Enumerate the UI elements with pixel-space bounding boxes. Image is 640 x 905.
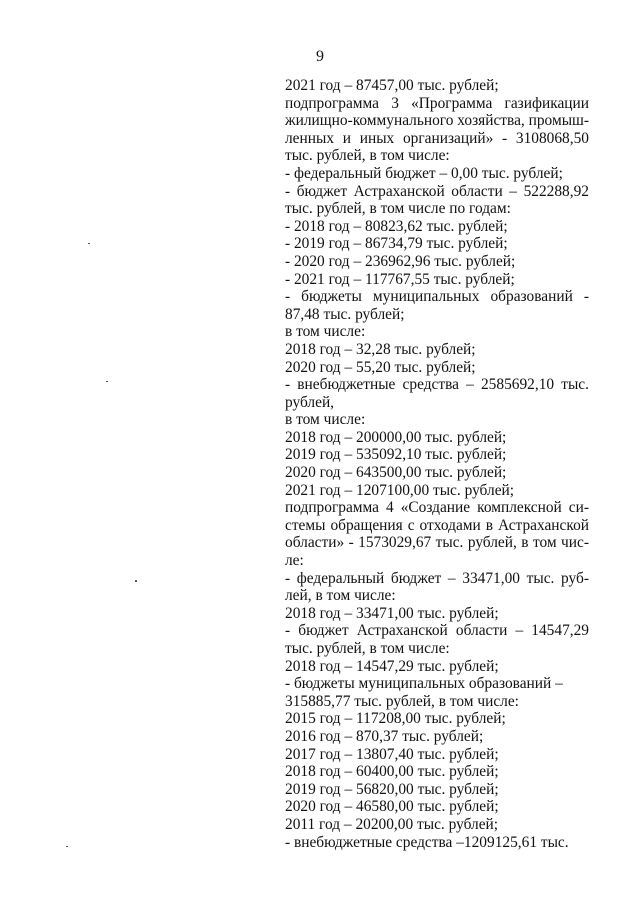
text-line: - внебюджетные средства – 2585692,10 тыс. xyxy=(285,376,589,394)
text-line: подпрограмма 3 «Программа газификации xyxy=(285,94,589,112)
text-line: области» - 1573029,67 тыс. рублей, в том чис- xyxy=(285,534,589,552)
text-line: - 2019 год – 86734,79 тыс. рублей; xyxy=(285,235,508,253)
text-line: 2019 год – 535092,10 тыс. рублей; xyxy=(285,446,507,464)
text-line: 2018 год – 33471,00 тыс. рублей; xyxy=(285,604,499,622)
text-line: 2018 год – 14547,29 тыс. рублей; xyxy=(285,657,499,675)
text-line: 2021 год – 1207100,00 тыс. рублей; xyxy=(285,481,515,499)
text-line: жилищно-коммунального хозяйства, промыш- xyxy=(285,112,589,130)
text-line: в том числе: xyxy=(285,323,366,341)
text-line: 315885,77 тыс. рублей, в том числе: xyxy=(285,692,519,710)
text-line: 2018 год – 60400,00 тыс. рублей; xyxy=(285,763,499,781)
text-line: ле: xyxy=(285,552,304,570)
text-line: 2011 год – 20200,00 тыс. рублей; xyxy=(285,815,499,833)
text-line: - 2021 год – 117767,55 тыс. рублей; xyxy=(285,270,515,288)
text-line: стемы обращения с отходами в Астраханской xyxy=(285,516,589,534)
text-line: 2016 год – 870,37 тыс. рублей; xyxy=(285,727,484,745)
page-number: 9 xyxy=(316,48,324,65)
text-line: рублей, xyxy=(285,393,335,411)
text-line: - бюджет Астраханской области – 14547,29 xyxy=(285,622,589,640)
text-line: - федеральный бюджет – 33471,00 тыс. руб- xyxy=(285,569,589,587)
text-line: подпрограмма 4 «Создание комплексной си- xyxy=(285,499,589,517)
text-line: ленных и иных организаций» - 3108068,50 xyxy=(285,129,589,147)
text-line: 87,48 тыс. рублей; xyxy=(285,305,405,323)
text-line: 2018 год – 32,28 тыс. рублей; xyxy=(285,340,476,358)
text-line: 2020 год – 55,20 тыс. рублей; xyxy=(285,358,476,376)
text-line: - бюджеты муниципальных образований – xyxy=(285,675,563,693)
text-line: лей, в том числе: xyxy=(285,587,396,605)
text-line: 2015 год – 117208,00 тыс. рублей; xyxy=(285,710,506,728)
text-line: - бюджеты муниципальных образований - xyxy=(285,288,589,306)
text-line: 2020 год – 643500,00 тыс. рублей; xyxy=(285,464,507,482)
document-body xyxy=(285,77,589,851)
scan-speck xyxy=(66,846,68,847)
text-line: в том числе: xyxy=(285,411,366,429)
text-line: 2019 год – 56820,00 тыс. рублей; xyxy=(285,780,499,798)
text-line: тыс. рублей, в том числе: xyxy=(285,147,450,165)
text-line: 2018 год – 200000,00 тыс. рублей; xyxy=(285,428,507,446)
text-line: 2021 год – 87457,00 тыс. рублей; xyxy=(285,77,499,94)
text-line: - 2020 год – 236962,96 тыс. рублей; xyxy=(285,252,516,270)
scan-speck xyxy=(135,580,137,582)
text-line: - внебюджетные средства –1209125,61 тыс. xyxy=(285,833,569,851)
text-line: - федеральный бюджет – 0,00 тыс. рублей; xyxy=(285,164,563,182)
text-line: тыс. рублей, в том числе по годам: xyxy=(285,200,511,218)
text-line: 2020 год – 46580,00 тыс. рублей; xyxy=(285,798,499,816)
text-line: - 2018 год – 80823,62 тыс. рублей; xyxy=(285,217,508,235)
text-line: тыс. рублей, в том числе: xyxy=(285,640,450,657)
text-line: - бюджет Астраханской области – 522288,92 xyxy=(285,182,589,200)
scan-speck xyxy=(88,243,90,244)
text-line: 2017 год – 13807,40 тыс. рублей; xyxy=(285,745,499,763)
scan-speck xyxy=(106,381,108,382)
